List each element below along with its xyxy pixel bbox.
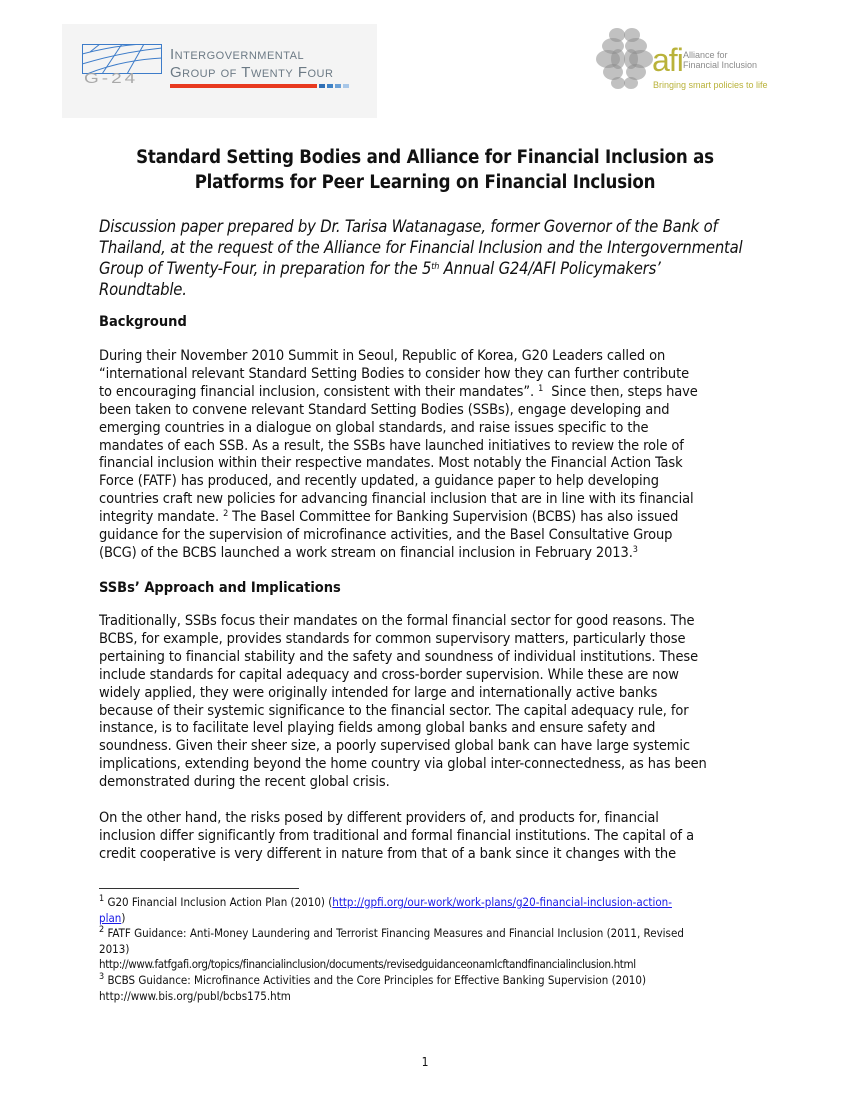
text-line: emerging countries in a dialogue on global standards, and raise issues specific to the [99, 419, 649, 436]
afi-name-line1: Alliance for [683, 50, 728, 60]
footnote-divider [99, 888, 299, 889]
text-line: credit cooperative is very different in nature from that of a bank since it changes with the [99, 845, 677, 862]
text-line: On the other hand, the risks posed by different providers of, and products for, financial [99, 810, 659, 826]
text-line: soundness. Given their sheer size, a poorly supervised global bank can have large systemic [99, 738, 691, 755]
footnote-2 [99, 926, 759, 942]
text-line [99, 545, 759, 563]
subtitle-text: Group of Twenty-Four, in preparation for the 5 [99, 259, 432, 278]
brain-icon [596, 26, 658, 92]
text-line: pertaining to financial stability and the safety and soundness of individual institutions. These [99, 648, 699, 665]
title-line: Platforms for Peer Learning on Financial Inclusion [194, 172, 656, 193]
g24-blue-block [343, 84, 349, 88]
subtitle-line: Discussion paper prepared by Dr. Tarisa Watanagase, former Governor of the Bank of [99, 217, 718, 236]
afi-tagline: Bringing smart policies to life [653, 80, 768, 90]
afi-full-name [683, 50, 757, 70]
footnote-ref-2[interactable]: 2 [223, 509, 229, 520]
g24-blue-block [327, 84, 333, 88]
text-line [99, 384, 759, 402]
footnote-text: ) [121, 910, 126, 925]
g24-logo [62, 24, 377, 118]
text-segment: (BCG) of the BCBS launched a work stream on financial inclusion in February 2013. [99, 544, 633, 561]
footnote-3-url: http://www.bis.org/publ/bcbs175.htm [99, 988, 291, 1003]
footnotes [99, 895, 759, 1004]
text-line: inclusion differ significantly from traditional and formal financial institutions. The capital of a [99, 827, 694, 844]
footnote-3 [99, 973, 759, 989]
background-paragraph [99, 348, 759, 563]
text-line: countries craft new policies for advancing financial inclusion that are in line with its financial [99, 491, 694, 508]
footnote-number: 1 [99, 894, 105, 904]
section-heading-approach: SSBs’ Approach and Implications [99, 580, 341, 596]
text-line: financial inclusion within their respective mandates. Most notably the Financial Action Task [99, 455, 683, 472]
g24-mark: G-24 [84, 70, 139, 87]
text-segment: Since then, steps have [543, 383, 698, 400]
text-line: been taken to convene relevant Standard Setting Bodies (SSBs), engage developing and [99, 401, 670, 418]
footnote-text: FATF Guidance: Anti-Money Laundering and Terrorist Financing Measures and Financial Inclusion (2011, Revised [104, 926, 684, 941]
text-line: widely applied, they were originally intended for large and internationally active banks [99, 684, 658, 701]
g24-blue-block [335, 84, 341, 88]
text-line: mandates of each SSB. As a result, the SSBs have launched initiatives to review the role of [99, 437, 684, 454]
document-title [0, 145, 850, 195]
text-line: instance, is to facilitate level playing fields among global banks and ensure safety and [99, 720, 656, 737]
footnote-ref-3[interactable]: 3 [632, 544, 638, 555]
document-subtitle [99, 216, 789, 300]
footnote-2-url: http://www.fatfgafi.org/topics/financialinclusion/documents/revisedguidanceonamlcftandfinancialinclusion.html [99, 957, 636, 972]
text-line: Force (FATF) has produced, and recently updated, a guidance paper to help developing [99, 473, 659, 490]
text-line: implications, extending beyond the home country via global inter-connectedness, as has been [99, 756, 707, 773]
subtitle-text: Annual G24/AFI Policymakers’ [439, 259, 661, 278]
title-line: Standard Setting Bodies and Alliance for Financial Inclusion as [136, 147, 714, 168]
footnote-2-cont: 2013) [99, 941, 130, 956]
text-segment: The Basel Committee for Banking Supervision (BCBS) has also issued [228, 509, 679, 526]
text-line [99, 509, 759, 527]
text-line: BCBS, for example, provides standards for common supervisory matters, particularly those [99, 630, 686, 647]
footnote-number: 2 [99, 925, 105, 936]
footnote-text: BCBS Guidance: Microfinance Activities and the Core Principles for Effective Banking Supervision (2010) [104, 972, 646, 987]
text-segment: to encouraging financial inclusion, consistent with their mandates”. [99, 383, 535, 400]
footnote-number: 3 [99, 971, 105, 982]
afi-logo [596, 26, 786, 94]
page-number: 1 [421, 1055, 429, 1069]
footnote-1-cont [99, 911, 759, 927]
afi-mark: afi [652, 42, 683, 78]
afi-name-line2: Financial Inclusion [683, 60, 758, 70]
text-segment: integrity mandate. [99, 509, 224, 526]
approach-paragraph-1 [99, 613, 759, 792]
footnote-text: G20 Financial Inclusion Action Plan (2010) ( [104, 895, 333, 909]
g24-name-line1: Intergovernmental [170, 46, 305, 63]
text-line: include standards for capital adequacy and cross-border supervision. While these are now [99, 666, 679, 683]
footnote-link[interactable]: plan [99, 910, 122, 925]
text-line: “international relevant Standard Setting Bodies to consider how they can further contribute [99, 365, 690, 382]
subtitle-line: Roundtable. [99, 280, 187, 299]
text-line: demonstrated during the recent global crisis. [99, 774, 390, 791]
text-line: Traditionally, SSBs focus their mandates on the formal financial sector for good reasons. The [99, 613, 695, 629]
footnote-link[interactable]: http://gpfi.org/our-work/work-plans/g20-financial-inclusion-action- [332, 895, 672, 909]
subtitle-line: Thailand, at the request of the Alliance for Financial Inclusion and the Intergovernmental [99, 238, 743, 257]
footnote-ref-1[interactable]: 1 [538, 383, 544, 394]
g24-name-line2: Group of Twenty Four [170, 64, 334, 81]
g24-red-bar [170, 84, 317, 88]
g24-blue-block [319, 84, 325, 88]
approach-paragraph-2 [99, 810, 759, 864]
text-line: During their November 2010 Summit in Seoul, Republic of Korea, G20 Leaders called on [99, 348, 666, 364]
text-line: because of their systemic significance to the financial sector. The capital adequacy rule, for [99, 702, 689, 719]
section-heading-background: Background [99, 314, 187, 330]
superscript: th [431, 262, 440, 272]
footnote-1 [99, 895, 759, 911]
subtitle-line [99, 258, 789, 279]
text-line: guidance for the supervision of microfinance activities, and the Basel Consultative Group [99, 527, 673, 544]
